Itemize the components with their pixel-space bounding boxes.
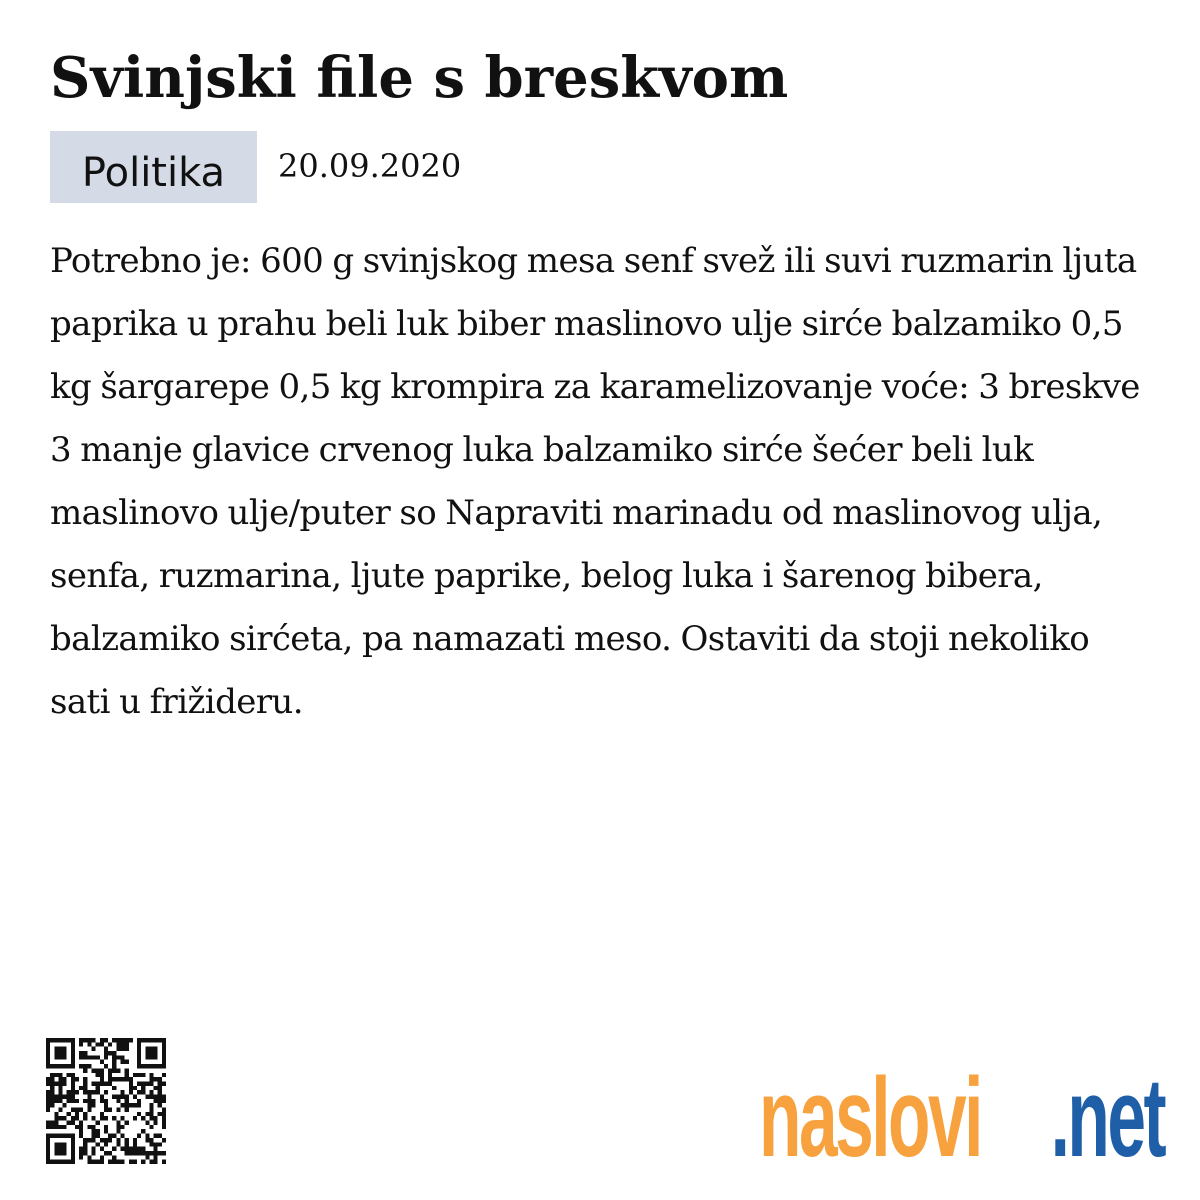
article-body: Potrebno je: 600 g svinjskog mesa senf svež ili suvi ruzmarin ljuta paprika u prahu beli luk biber maslinovo ulje sirće balzamiko 0,5 kg šargarepe 0,5 kg krompira za karamelizovanje voće: 3 breskve 3 manje glavice crvenog luka balzamiko sirće šećer beli luk maslinovo ulje/puter so Napraviti marinadu od maslinovog ulja, senfa, ruzmarina, ljute paprike, belog luka i šarenog bibera, balzamiko sirćeta, pa namazati meso. Ostaviti da stoji nekoliko sati u frižideru. <box>50 241 1140 722</box>
logo-text-net: .net <box>1050 1055 1164 1180</box>
site-logo[interactable] <box>623 1055 1164 1180</box>
logo-text-naslovi: naslovi <box>758 1055 981 1180</box>
qr-code-icon <box>46 1038 166 1164</box>
article-title: Svinjski file s breskvom <box>50 45 789 111</box>
category-badge[interactable]: Politika <box>50 131 257 203</box>
article-date: 20.09.2020 <box>278 147 462 185</box>
